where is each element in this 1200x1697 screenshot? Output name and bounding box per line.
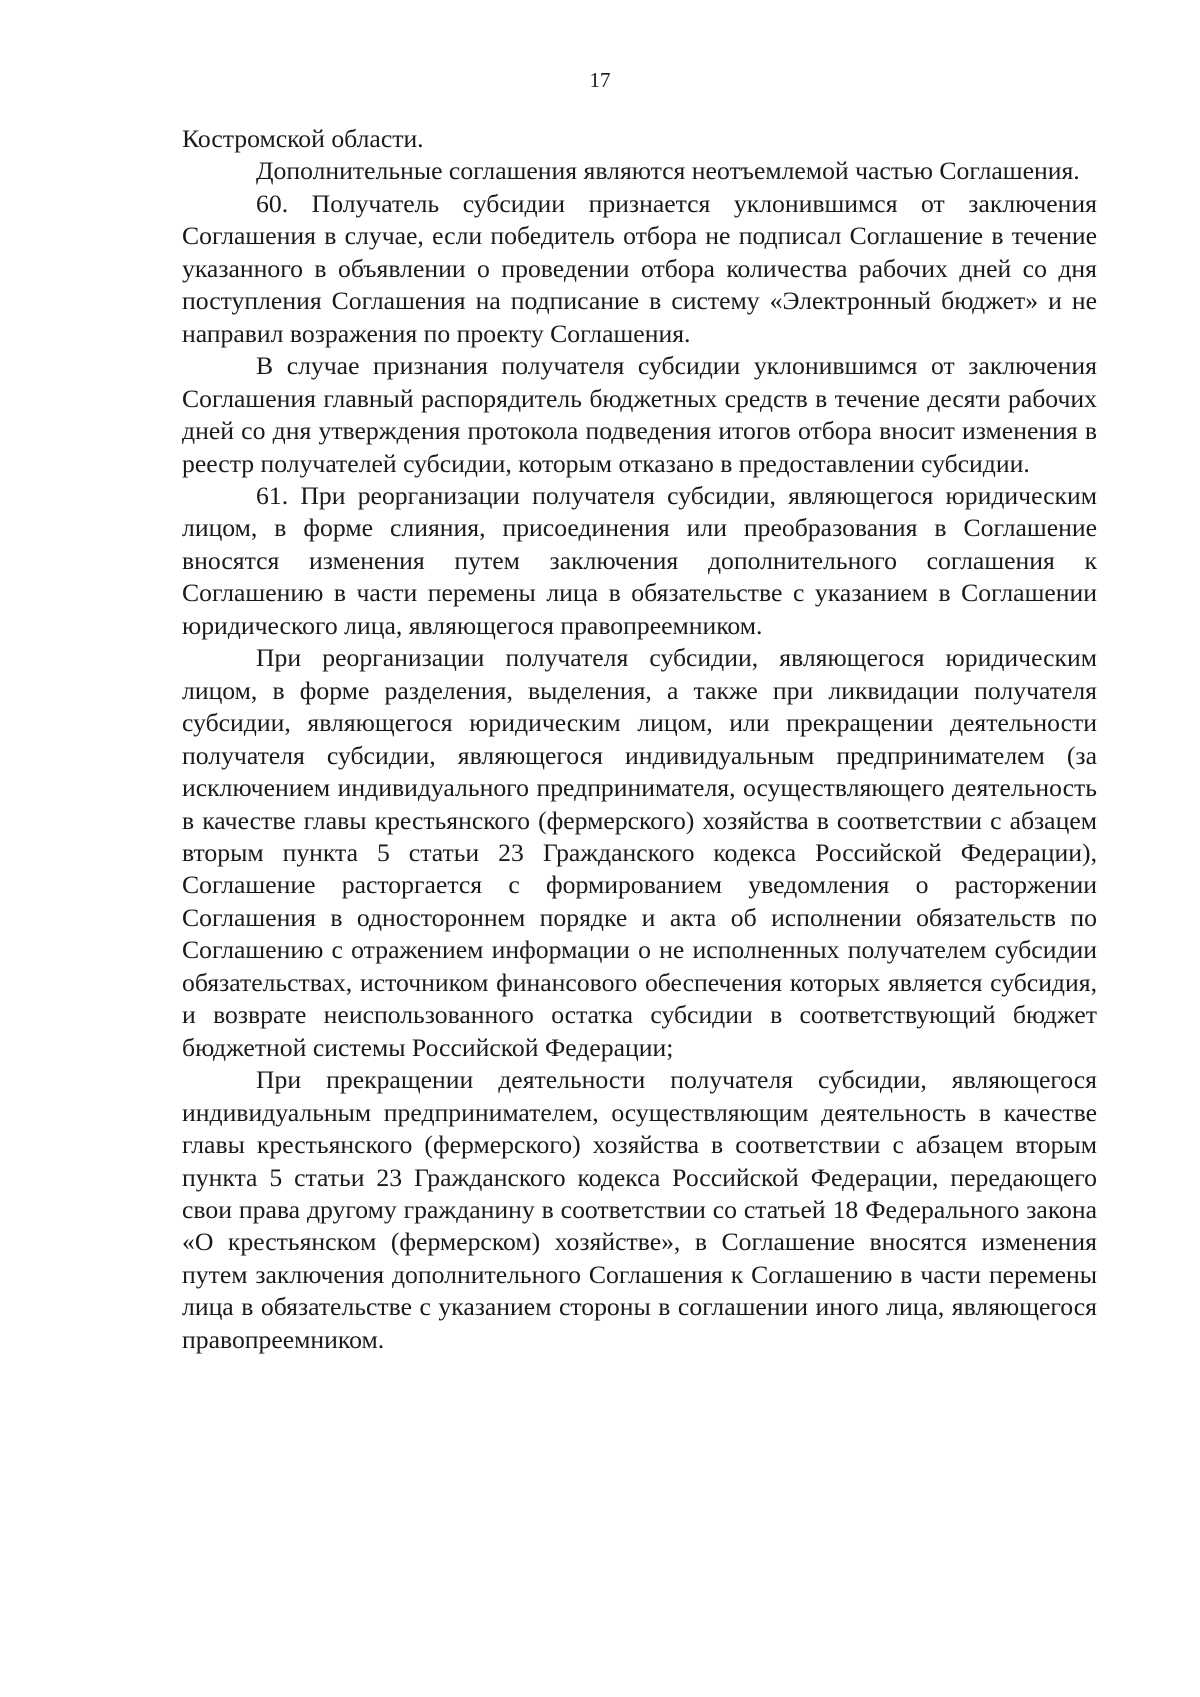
paragraph: Дополнительные соглашения являются неотъемлемой частью Соглашения.	[256, 156, 1080, 186]
paragraph: В случае признания получателя субсидии уклонившимся от заключения Соглашения главный распорядитель бюджетных средств в течение десяти рабочих дней со дня утверждения протокола подведения итогов отбора вносит изменения в реестр получателей субсидии, которым отказано в предоставлении субсидии.	[182, 351, 1097, 478]
body-text	[182, 123, 1097, 1356]
paragraph: При реорганизации получателя субсидии, являющегося юридическим лицом, в форме разделения, выделения, а также при ликвидации получателя субсидии, являющегося юридическим лицом, или прекращении деятельности получателя субсидии, являющегося индивидуальным предпринимателем (за исключением индивидуального предпринимателя, осуществляющего деятельность в качестве главы крестьянского (фермерского) хозяйства в соответствии с абзацем вторым пункта 5 статьи 23 Гражданского кодекса Российской Федерации), Соглашение расторгается с формированием уведомления о расторжении Соглашения в одностороннем порядке и акта об исполнении обязательств по Соглашению с отражением информации о не исполненных получателем субсидии обязательствах, источником финансового обеспечения которых является субсидия, и возврате неиспользованного остатка субсидии в соответствующий бюджет бюджетной системы Российской Федерации;	[182, 643, 1097, 1062]
page-number: 17	[589, 68, 611, 92]
paragraph: При прекращении деятельности получателя субсидии, являющегося индивидуальным предпринимателем, осуществляющим деятельность в качестве главы крестьянского (фермерского) хозяйства в соответствии с абзацем вторым пункта 5 статьи 23 Гражданского кодекса Российской Федерации, передающего свои права другому гражданину в соответствии со статьей 18 Федерального закона «О крестьянском (фермерском) хозяйстве», в Соглашение вносятся изменения путем заключения дополнительного Соглашения к Соглашению в части перемены лица в обязательстве с указанием стороны в соглашении иного лица, являющегося правопреемником.	[182, 1065, 1097, 1354]
paragraph: 60. Получатель субсидии признается уклонившимся от заключения Соглашения в случае, если победитель отбора не подписал Соглашение в течение указанного в объявлении о проведении отбора количества рабочих дней со дня поступления Соглашения на подписание в систему «Электронный бюджет» и не направил возражения по проекту Соглашения.	[182, 188, 1097, 348]
paragraph: Костромской области.	[182, 124, 424, 153]
paragraph: 61. При реорганизации получателя субсидии, являющегося юридическим лицом, в форме слияния, присоединения или преобразования в Соглашение вносятся изменения путем заключения дополнительного соглашения к Соглашению в части перемены лица в обязательстве с указанием в Соглашении юридического лица, являющегося правопреемником.	[182, 480, 1097, 640]
